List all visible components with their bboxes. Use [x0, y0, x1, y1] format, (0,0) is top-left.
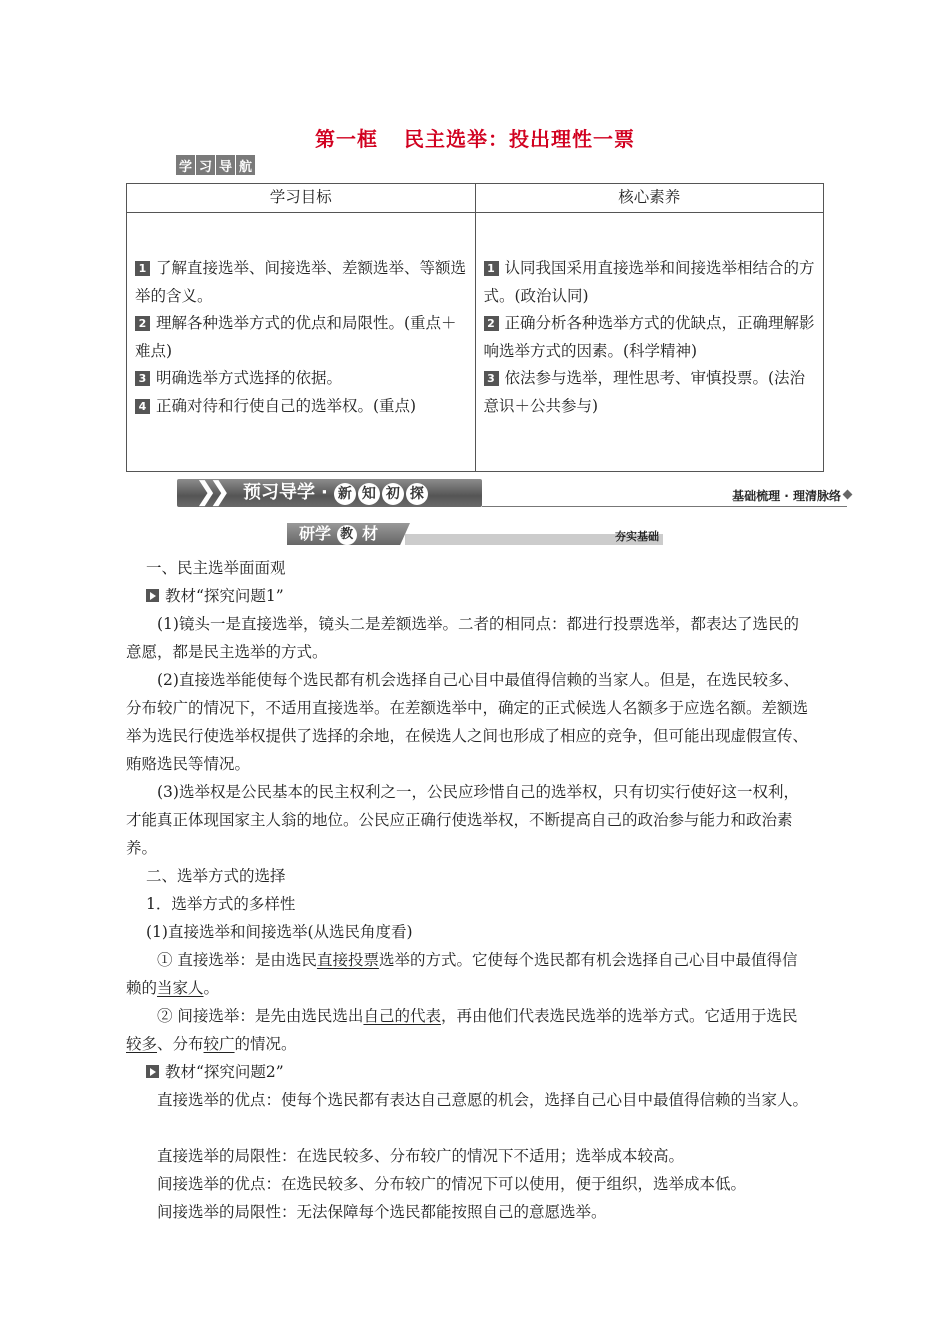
paragraph-3: (3)选举权是公民基本的民主权利之一，公民应珍惜自己的选举权，只有切实行使好这一权利，才能真正体现国家主人翁的地位。公民应正确行使选举权，不断提高自己的政治参与能力和政治素养。: [126, 783, 799, 857]
number-badge-icon: 1: [135, 261, 150, 276]
title-part-1: 第一框: [315, 127, 378, 151]
question-2: 教材“探究问题2”: [146, 1058, 810, 1086]
number-badge-icon: 1: [484, 261, 499, 276]
heading-1: 一、民主选举面面观: [146, 559, 286, 577]
paragraph-6: 间接选举的优点：在选民较多、分布较广的情况下可以使用，便于组织，选举成本低。: [157, 1175, 747, 1193]
list-item: 1 认同我国采用直接选举和间接选举相结合的方式。(政治认同): [483, 259, 815, 305]
indirect-election-definition: ② 间接选举：是先由选民选出自己的代表，再由他们代表选民选举的选举方式。它适用于选民较多、分布较广的情况。: [126, 1007, 798, 1053]
number-badge-icon: 2: [484, 316, 499, 331]
sub-banner-title: 研学 教 材: [299, 524, 379, 543]
paragraph-2: (2)直接选举能使每个选民都有机会选择自己心目中最值得信赖的当家人。但是，在选民较多、分布较广的情况下，不适用直接选举。在差额选举中，确定的正式候选人名额多于应选名额。差额选举为选民行使选举权提供了选择的余地，在候选人之间也形成了相应的竞争，但可能出现虚假宣传、贿赂选民等情况。: [126, 671, 809, 773]
learning-goals-cell: [127, 213, 476, 472]
paragraph-7: 间接选举的局限性：无法保障每个选民都能按照自己的意愿选举。: [157, 1203, 607, 1221]
badge-char: 导: [216, 155, 235, 175]
sub-banner-subtitle: 夯实基础: [615, 530, 659, 543]
list-item: 1 了解直接选举、间接选举、差额选举、等额选举的含义。: [135, 259, 467, 305]
core-literacy-cell: [475, 213, 824, 472]
title-part-2: 民主选举：投出理性一票: [404, 127, 635, 151]
number-badge-icon: 3: [484, 371, 499, 386]
number-badge-icon: 4: [135, 399, 150, 414]
section-banner: [177, 477, 847, 509]
question-1: 教材“探究问题1”: [146, 582, 810, 610]
banner-subtitle: 基础梳理 · 理清脉络: [732, 489, 841, 503]
list-item: 4 正确对待和行使自己的选举权。(重点): [135, 393, 467, 421]
badge-char: 航: [236, 155, 255, 175]
list-item: 2 正确分析各种选举方式的优缺点，正确理解影响选举方式的因素。(科学精神): [483, 314, 815, 360]
header-learning-goals: 学习目标: [127, 184, 476, 213]
list-item: 3 明确选举方式选择的依据。: [135, 365, 467, 393]
page-title: [0, 123, 950, 152]
banner-divider: [482, 506, 847, 507]
badge-char: 学: [176, 155, 195, 175]
banner-title: 预习导学 · 新 知 初 探: [243, 480, 430, 506]
diamond-icon: [843, 490, 853, 500]
paragraph-5: 直接选举的局限性：在选民较多、分布较广的情况下不适用；选举成本较高。: [157, 1147, 685, 1165]
chevron-right-icon: ❯❯: [195, 477, 223, 507]
direct-election-definition: ① 直接选举：是由选民直接投票选举的方式。它使每个选民都有机会选择自己心目中最值得信赖的当家人。: [126, 951, 798, 997]
study-guide-badge: [176, 155, 255, 177]
number-badge-icon: 3: [135, 371, 150, 386]
badge-char: 习: [196, 155, 215, 175]
heading-4: (1)直接选举和间接选举(从选民角度看): [146, 923, 413, 941]
header-core-literacy: 核心素养: [475, 184, 824, 213]
sub-banner: [287, 523, 663, 545]
number-badge-icon: 2: [135, 316, 150, 331]
paragraph-1: (1)镜头一是直接选举，镜头二是差额选举。二者的相同点：都进行投票选举，都表达了选民的意愿，都是民主选举的方式。: [126, 615, 799, 661]
list-item: 3 依法参与选举，理性思考、审慎投票。(法治意识＋公共参与): [483, 369, 806, 415]
paragraph-4: 直接选举的优点：使每个选民都有表达自己意愿的机会，选择自己心目中最值得信赖的当家人。: [157, 1091, 809, 1109]
play-icon: [146, 1065, 159, 1078]
goals-table: [126, 183, 824, 472]
heading-3: 1．选举方式的多样性: [146, 895, 296, 913]
heading-2: 二、选举方式的选择: [146, 867, 286, 885]
play-icon: [146, 589, 159, 602]
list-item: 2 理解各种选举方式的优点和局限性。(重点＋难点): [135, 314, 457, 360]
